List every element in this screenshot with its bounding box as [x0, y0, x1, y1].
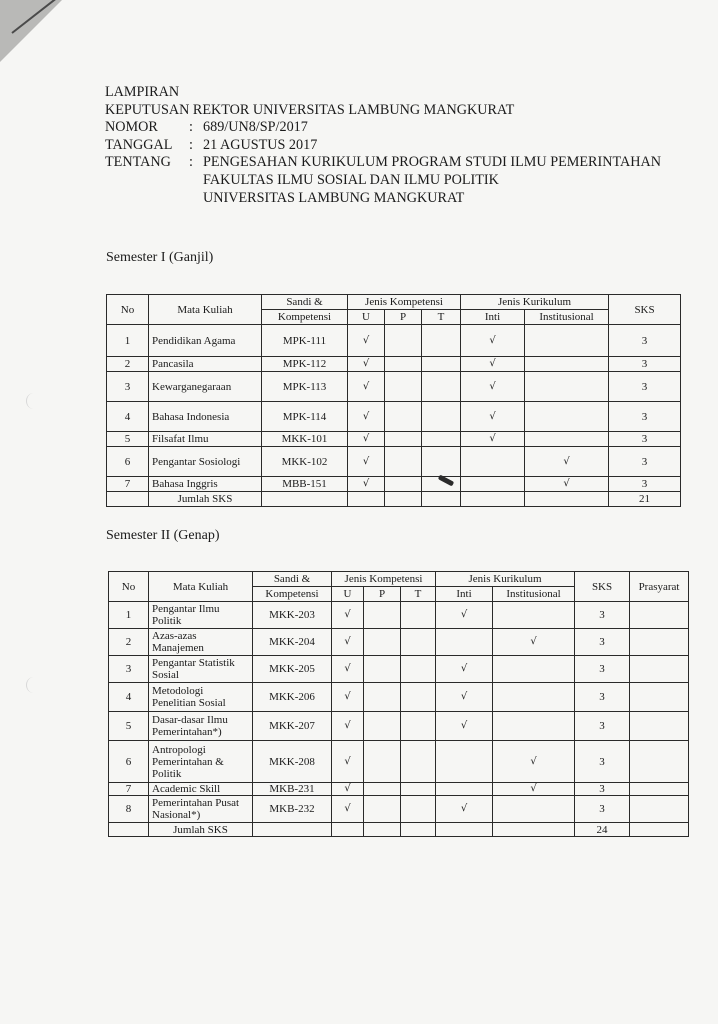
cell-u: √: [348, 447, 385, 477]
cell-mk: Filsafat Ilmu: [149, 432, 262, 447]
cell-inst: √: [525, 447, 609, 477]
cell-kode: MBB-151: [262, 477, 348, 492]
cell-inst: √: [493, 741, 575, 783]
punch-hole-shadow: [26, 677, 41, 693]
tentang-colon: :: [189, 154, 193, 171]
cell-u: √: [348, 477, 385, 492]
cell-kode: MKK-102: [262, 447, 348, 477]
cell-u: √: [348, 357, 385, 372]
cell-inst: √: [525, 477, 609, 492]
col-p: P: [364, 587, 401, 602]
cell-empty: [630, 796, 689, 823]
cell-inst: √: [493, 783, 575, 796]
cell-no: 3: [109, 656, 149, 683]
cell-inst: [525, 432, 609, 447]
col-sandi: Sandi &: [253, 572, 332, 587]
cell-inst: [493, 656, 575, 683]
tanggal-label: TANGGAL: [105, 136, 173, 153]
punch-hole-shadow: [26, 393, 41, 409]
cell-kode: MPK-111: [262, 325, 348, 357]
cell-no: 5: [109, 712, 149, 741]
cell-mk: Metodologi Penelitian Sosial: [149, 683, 253, 712]
col-jenis-kompetensi: Jenis Kompetensi: [348, 295, 461, 310]
cell-no: 4: [109, 683, 149, 712]
table-row: [109, 783, 689, 796]
cell-no: 6: [107, 447, 149, 477]
table-row: [109, 712, 689, 741]
cell-kode: MKB-231: [253, 783, 332, 796]
cell-u: √: [348, 402, 385, 432]
tentang-line-1: PENGESAHAN KURIKULUM PROGRAM STUDI ILMU PEMERINTAHAN: [203, 154, 661, 171]
cell-empty: [364, 656, 401, 683]
cell-empty: [364, 796, 401, 823]
cell-empty: [364, 712, 401, 741]
table-row: [109, 602, 689, 629]
cell-p: [385, 447, 422, 477]
cell-p: [385, 325, 422, 357]
table-row: [107, 402, 681, 432]
cell-no: 2: [109, 629, 149, 656]
cell-inti: √: [461, 325, 525, 357]
cell-inti: √: [461, 402, 525, 432]
cell-empty: [401, 602, 436, 629]
cell-t: [422, 432, 461, 447]
cell-kode: MPK-113: [262, 372, 348, 402]
cell-no: 2: [107, 357, 149, 372]
cell-inti: √: [436, 656, 493, 683]
cell-inti: [436, 741, 493, 783]
cell-empty: [401, 796, 436, 823]
col-jenis-kompetensi: Jenis Kompetensi: [332, 572, 436, 587]
cell-sks: 3: [575, 783, 630, 796]
col-jenis-kurikulum: Jenis Kurikulum: [436, 572, 575, 587]
cell-empty: [364, 629, 401, 656]
cell-t: [422, 402, 461, 432]
col-inti: Inti: [461, 310, 525, 325]
cell-kode: MKB-232: [253, 796, 332, 823]
col-prasyarat: Prasyarat: [630, 572, 689, 602]
table-row: [109, 683, 689, 712]
cell-empty: [630, 602, 689, 629]
cell-inst: [493, 712, 575, 741]
table-row: [107, 325, 681, 357]
cell-mk: Pengantar Statistik Sosial: [149, 656, 253, 683]
cell-inti: [436, 783, 493, 796]
cell-inti: √: [436, 712, 493, 741]
cell-empty: [630, 712, 689, 741]
cell-empty: [630, 741, 689, 783]
semester1-total-value: 21: [609, 492, 681, 507]
semester2-total-value: 24: [575, 823, 630, 837]
cell-no: 1: [109, 602, 149, 629]
cell-empty: [630, 656, 689, 683]
cell-sks: 3: [609, 325, 681, 357]
col-t: T: [401, 587, 436, 602]
cell-u: √: [332, 796, 364, 823]
cell-no: 8: [109, 796, 149, 823]
tentang-line-2: FAKULTAS ILMU SOSIAL DAN ILMU POLITIK: [203, 171, 499, 188]
cell-empty: [364, 602, 401, 629]
header-tanggal-row: [105, 137, 661, 155]
cell-sks: 3: [609, 477, 681, 492]
cell-kode: MPK-114: [262, 402, 348, 432]
cell-kode: MKK-101: [262, 432, 348, 447]
header-keputusan: KEPUTUSAN REKTOR UNIVERSITAS LAMBUNG MANGKURAT: [105, 101, 515, 118]
folded-corner: [0, 0, 62, 62]
cell-mk: Pemerintahan Pusat Nasional*): [149, 796, 253, 823]
cell-empty: [364, 741, 401, 783]
cell-p: [385, 372, 422, 402]
cell-mk: Dasar-dasar Ilmu Pemerintahan*): [149, 712, 253, 741]
col-u: U: [348, 310, 385, 325]
header-tentang-row: [105, 154, 661, 172]
col-p: P: [385, 310, 422, 325]
cell-mk: Bahasa Inggris: [149, 477, 262, 492]
col-kompetensi: Kompetensi: [253, 587, 332, 602]
nomor-value: 689/UN8/SP/2017: [203, 119, 308, 136]
table-row: [109, 629, 689, 656]
cell-inst: [525, 402, 609, 432]
cell-inst: [493, 602, 575, 629]
col-institusional: Institusional: [493, 587, 575, 602]
cell-no: 6: [109, 741, 149, 783]
cell-u: √: [332, 602, 364, 629]
cell-sks: 3: [609, 402, 681, 432]
cell-inti: [436, 629, 493, 656]
tanggal-value: 21 AGUSTUS 2017: [203, 136, 318, 153]
cell-inti: √: [436, 683, 493, 712]
cell-u: √: [332, 783, 364, 796]
col-inti: Inti: [436, 587, 493, 602]
cell-kode: MKK-206: [253, 683, 332, 712]
cell-mk: Pengantar Sosiologi: [149, 447, 262, 477]
document-header: [105, 84, 661, 207]
header-tentang-cont-1: [105, 172, 661, 190]
cell-u: √: [332, 656, 364, 683]
col-kompetensi: Kompetensi: [262, 310, 348, 325]
table-row: [107, 432, 681, 447]
cell-no: 5: [107, 432, 149, 447]
cell-empty: [401, 656, 436, 683]
cell-empty: [630, 783, 689, 796]
cell-p: [385, 357, 422, 372]
cell-no: 7: [107, 477, 149, 492]
col-t: T: [422, 310, 461, 325]
cell-u: √: [348, 432, 385, 447]
cell-inti: [461, 477, 525, 492]
cell-kode: MKK-205: [253, 656, 332, 683]
cell-empty: [401, 712, 436, 741]
col-no: No: [107, 295, 149, 325]
cell-empty: [364, 783, 401, 796]
cell-empty: [401, 783, 436, 796]
col-sks: SKS: [575, 572, 630, 602]
cell-inti: √: [461, 357, 525, 372]
cell-mk: Kewarganegaraan: [149, 372, 262, 402]
col-jenis-kurikulum: Jenis Kurikulum: [461, 295, 609, 310]
cell-inst: [525, 357, 609, 372]
cell-no: 1: [107, 325, 149, 357]
semester2-total-label: Jumlah SKS: [149, 823, 253, 837]
tentang-label: TENTANG: [105, 154, 171, 171]
cell-inti: [461, 447, 525, 477]
cell-u: √: [348, 372, 385, 402]
nomor-colon: :: [189, 119, 193, 136]
semester1-table: [106, 294, 681, 507]
col-sandi: Sandi &: [262, 295, 348, 310]
semester1-total-label: Jumlah SKS: [149, 492, 262, 507]
cell-inti: √: [436, 602, 493, 629]
cell-t: [422, 325, 461, 357]
cell-empty: [364, 683, 401, 712]
cell-mk: Pancasila: [149, 357, 262, 372]
col-mata-kuliah: Mata Kuliah: [149, 572, 253, 602]
cell-mk: Azas-azas Manajemen: [149, 629, 253, 656]
cell-no: 3: [107, 372, 149, 402]
col-institusional: Institusional: [525, 310, 609, 325]
tanggal-colon: :: [189, 136, 193, 153]
col-no: No: [109, 572, 149, 602]
cell-inst: [525, 372, 609, 402]
col-mata-kuliah: Mata Kuliah: [149, 295, 262, 325]
cell-u: √: [332, 741, 364, 783]
cell-no: 7: [109, 783, 149, 796]
cell-no: 4: [107, 402, 149, 432]
semester2-table: [108, 571, 689, 837]
cell-kode: MKK-203: [253, 602, 332, 629]
cell-sks: 3: [575, 712, 630, 741]
table-row: [107, 372, 681, 402]
header-lampiran: LAMPIRAN: [105, 84, 180, 100]
header-nomor-row: [105, 119, 661, 137]
cell-mk: Pengantar Ilmu Politik: [149, 602, 253, 629]
cell-sks: 3: [609, 447, 681, 477]
cell-t: [422, 447, 461, 477]
table-row: [109, 796, 689, 823]
cell-sks: 3: [609, 372, 681, 402]
cell-inti: √: [461, 432, 525, 447]
cell-sks: 3: [575, 683, 630, 712]
col-sks: SKS: [609, 295, 681, 325]
cell-u: √: [332, 629, 364, 656]
cell-p: [385, 477, 422, 492]
table-row: [107, 447, 681, 477]
cell-inst: [493, 683, 575, 712]
cell-kode: MKK-204: [253, 629, 332, 656]
cell-sks: 3: [575, 602, 630, 629]
cell-inst: √: [493, 629, 575, 656]
cell-kode: MPK-112: [262, 357, 348, 372]
cell-u: √: [332, 683, 364, 712]
cell-u: √: [332, 712, 364, 741]
nomor-label: NOMOR: [105, 119, 158, 136]
cell-inst: [525, 325, 609, 357]
cell-empty: [401, 741, 436, 783]
cell-u: √: [348, 325, 385, 357]
header-tentang-cont-2: [105, 190, 661, 208]
cell-sks: 3: [575, 796, 630, 823]
cell-mk: Academic Skill: [149, 783, 253, 796]
table-row: [109, 741, 689, 783]
table-row: [107, 357, 681, 372]
cell-p: [385, 402, 422, 432]
cell-kode: MKK-207: [253, 712, 332, 741]
cell-sks: 3: [575, 741, 630, 783]
cell-empty: [630, 629, 689, 656]
cell-empty: [401, 683, 436, 712]
col-u: U: [332, 587, 364, 602]
cell-sks: 3: [575, 656, 630, 683]
table-row: [107, 477, 681, 492]
cell-mk: Antropologi Pemerintahan & Politik: [149, 741, 253, 783]
cell-empty: [401, 629, 436, 656]
cell-sks: 3: [609, 432, 681, 447]
cell-mk: Bahasa Indonesia: [149, 402, 262, 432]
cell-sks: 3: [575, 629, 630, 656]
semester1-title: Semester I (Ganjil): [106, 250, 214, 265]
cell-inst: [493, 796, 575, 823]
cell-t: [422, 357, 461, 372]
cell-sks: 3: [609, 357, 681, 372]
tentang-line-3: UNIVERSITAS LAMBUNG MANGKURAT: [203, 189, 465, 206]
cell-t: [422, 372, 461, 402]
cell-mk: Pendidikan Agama: [149, 325, 262, 357]
cell-inti: √: [436, 796, 493, 823]
cell-empty: [630, 683, 689, 712]
cell-inti: √: [461, 372, 525, 402]
semester2-title: Semester II (Genap): [106, 528, 220, 543]
cell-kode: MKK-208: [253, 741, 332, 783]
cell-p: [385, 432, 422, 447]
table-row: [109, 656, 689, 683]
